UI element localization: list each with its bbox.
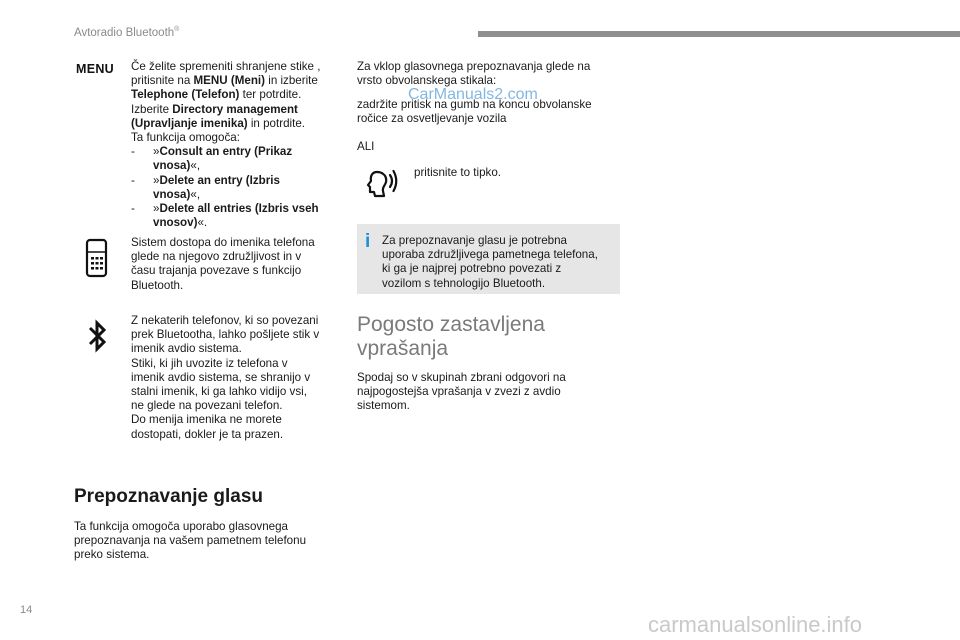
bold-term: Directory management (172, 102, 298, 116)
text-line: sistemom. (357, 399, 410, 413)
bold-term: vnosov) (153, 216, 198, 230)
text-line: dostopati, dokler je ta prazen. (131, 427, 284, 441)
text-line: vozilom s tehnologijo Bluetooth. (382, 276, 546, 290)
press-key-text: pritisnite to tipko. (414, 166, 501, 179)
text-span: in potrdite. (247, 116, 305, 130)
bold-term: Telephone (Telefon) (131, 88, 240, 102)
text-span: «, (190, 187, 201, 201)
faq-title-line: vprašanja (357, 337, 449, 360)
bold-term: Delete all entries (Izbris vseh (159, 202, 319, 216)
text-line: Z nekaterih telefonov, ki so povezani (131, 314, 319, 327)
list-item (131, 202, 341, 230)
text-line: ročice za osvetljevanje vozila (357, 112, 507, 126)
text-line: Bluetooth. (131, 278, 184, 292)
menu-button-icon: MENU (76, 62, 115, 76)
text-span: pritisnite na (131, 74, 194, 88)
text-span: in izberite (265, 74, 318, 88)
or-separator: ALI (357, 140, 375, 153)
text-line: vrsto obvolanskega stikala: (357, 74, 497, 88)
text-span: Izberite (131, 102, 173, 116)
text-span: » (153, 145, 160, 159)
text-line: Do menija imenika ne morete (131, 413, 282, 427)
text-span: » (153, 173, 160, 187)
text-line (131, 74, 341, 88)
voice-recognition-intro (74, 520, 334, 563)
section-title-faq (357, 313, 617, 361)
bold-term: vnosa) (153, 159, 191, 173)
page-number: 14 (20, 604, 33, 616)
bluetooth-icon (88, 318, 108, 354)
directory-compatibility-note (131, 236, 341, 293)
text-line: Če želite spremeniti shranjene stike , (131, 60, 321, 73)
text-line: stalni imenik, ki ga lahko vidijo vsi, (131, 385, 307, 399)
page-header-title (74, 26, 179, 39)
bold-term: MENU (Meni) (193, 74, 266, 88)
list-dash: - (131, 145, 135, 159)
list-dash: - (131, 202, 135, 216)
text-line: prepoznavanja na vašem pametnem telefonu (74, 534, 307, 548)
faq-intro (357, 371, 622, 414)
text-line: Ta funkcija omogoča uporabo glasovnega (74, 520, 288, 533)
voice-activation-steps (357, 60, 622, 88)
list-item-line (153, 188, 341, 202)
voice-command-icon (366, 166, 398, 200)
text-line: Za vklop glasovnega prepoznavanja glede na (357, 60, 591, 73)
bluetooth-contact-note (131, 314, 341, 442)
text-line: času trajanja povezave s funkcijo (131, 264, 302, 278)
text-line: najpogostejša vprašanja v zvezi z avdio (357, 385, 561, 399)
bold-term: Consult an entry (Prikaz (159, 145, 293, 159)
text-line: Stiki, ki jih uvozite iz telefona v (131, 356, 288, 370)
text-line: Sistem dostopa do imenika telefona (131, 236, 315, 249)
text-span: «. (197, 216, 208, 230)
info-icon: i (365, 231, 371, 252)
phone-icon (84, 238, 110, 278)
list-item-line (153, 174, 341, 188)
header-bar (478, 31, 960, 37)
section-title-voice-recognition: Prepoznavanje glasu (74, 486, 264, 507)
text-line: ne glede na povezani telefon. (131, 399, 283, 413)
list-item (131, 145, 341, 173)
text-line: zadržite pritisk na gumb na koncu obvolanske (357, 98, 592, 111)
header-title-text: Avtoradio Bluetooth (74, 26, 175, 39)
text-line (131, 88, 341, 102)
text-line (131, 103, 341, 117)
text-line: ki ga je najprej potrebno povezati z (382, 262, 562, 276)
bold-term: vnosa) (153, 187, 191, 201)
list-item-line (153, 202, 341, 216)
text-line: glede na njegovo združljivost in v (131, 250, 302, 264)
list-item (131, 174, 341, 202)
text-line: imenik avdio sistema, se shranijo v (131, 370, 311, 384)
text-line: prek Bluetootha, lahko pošljete stik v (131, 328, 320, 342)
list-item-line (153, 145, 341, 159)
text-line (131, 117, 341, 131)
text-line: Spodaj so v skupinah zbrani odgovori na (357, 371, 566, 384)
list-dash: - (131, 173, 135, 187)
text-line: imenik avdio sistema. (131, 342, 242, 356)
info-box-text (382, 234, 617, 291)
bold-term: (Upravljanje imenika) (131, 116, 248, 130)
text-line: Ta funkcija omogoča: (131, 131, 240, 145)
steering-stalk-step (357, 98, 627, 126)
directory-instructions (131, 60, 341, 230)
text-line: preko sistema. (74, 548, 150, 562)
list-item-line (153, 159, 341, 173)
text-span: » (153, 202, 160, 216)
text-span: ter potrdite. (239, 88, 302, 102)
footer-watermark: carmanualsonline.info (648, 612, 863, 637)
watermark: CarManuals2.com (408, 86, 538, 103)
text-line: uporaba združljivega pametnega telefona, (382, 248, 598, 262)
bold-term: Delete an entry (Izbris (159, 173, 280, 187)
text-line: Za prepoznavanje glasu je potrebna (382, 234, 567, 247)
list-item-line (153, 216, 341, 230)
faq-title-line: Pogosto zastavljena (357, 313, 545, 336)
registered-mark: ® (174, 26, 180, 33)
text-span: «, (190, 159, 201, 173)
